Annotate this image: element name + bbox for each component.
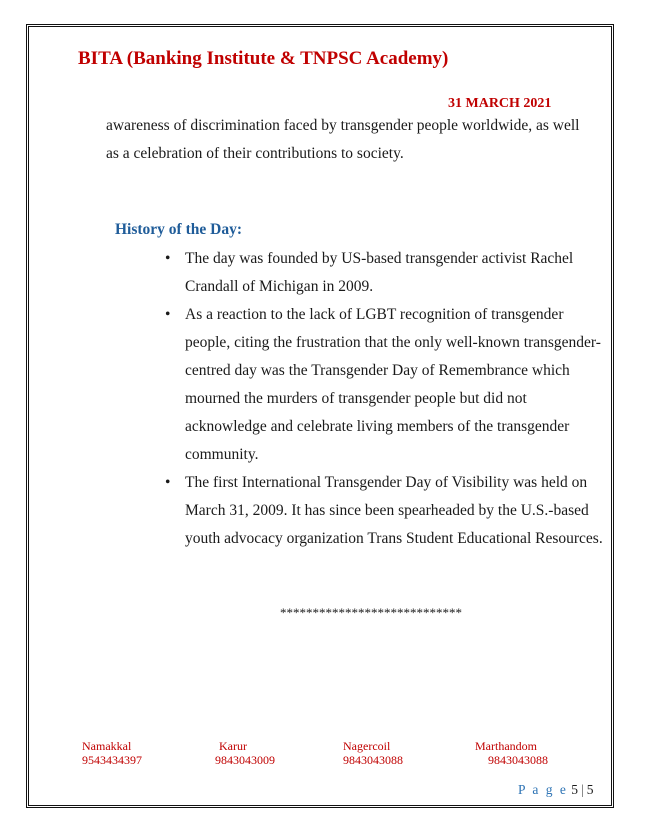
bullet-icon: • [165,474,171,491]
document-date: 31 MARCH 2021 [448,96,552,111]
institute-title: BITA (Banking Institute & TNPSC Academy) [78,48,449,69]
branch-phone: 9843043009 [215,753,275,767]
end-separator: **************************** [280,605,462,620]
bullet-text: The first International Transgender Day of Visibility was held on March 31, 2009. It has since been spearheaded by the U.S.-based youth advocacy organization Trans Student Educational Resources. [185,474,603,547]
branch-phone: 9843043088 [488,753,548,767]
branch-name: Namakkal [82,739,132,753]
list-item [163,469,603,553]
history-bullet-list [163,245,603,553]
branch-phone: 9843043088 [343,753,403,767]
list-item [163,245,603,301]
branch-marthandom [475,739,548,767]
page-separator: | [581,782,584,797]
list-item [163,301,603,469]
branch-name: Marthandom [475,739,537,753]
intro-paragraph: awareness of discrimination faced by transgender people worldwide, as well as a celebration of their contributions to society. [106,117,580,162]
page-label: P a g e [518,782,568,797]
page-number [518,782,593,798]
bullet-text: As a reaction to the lack of LGBT recognition of transgender people, citing the frustration that the only well-known transgender-centred day was the Transgender Day of Remembrance which mourned the murders of transgender people but did not acknowledge and celebrate living members of the transgender community. [185,306,601,463]
bullet-icon: • [165,306,171,323]
branch-namakkal [82,739,142,767]
bullet-icon: • [165,250,171,267]
section-heading: History of the Day: [115,221,242,238]
branch-nagercoil [343,739,403,767]
branch-name: Nagercoil [343,739,391,753]
page-current: 5 [571,782,578,797]
page-total: 5 [586,782,594,797]
branch-phone: 9543434397 [82,753,142,767]
bullet-text: The day was founded by US-based transgender activist Rachel Crandall of Michigan in 2009. [185,250,574,295]
branch-karur [215,739,275,767]
branch-name: Karur [219,739,247,753]
